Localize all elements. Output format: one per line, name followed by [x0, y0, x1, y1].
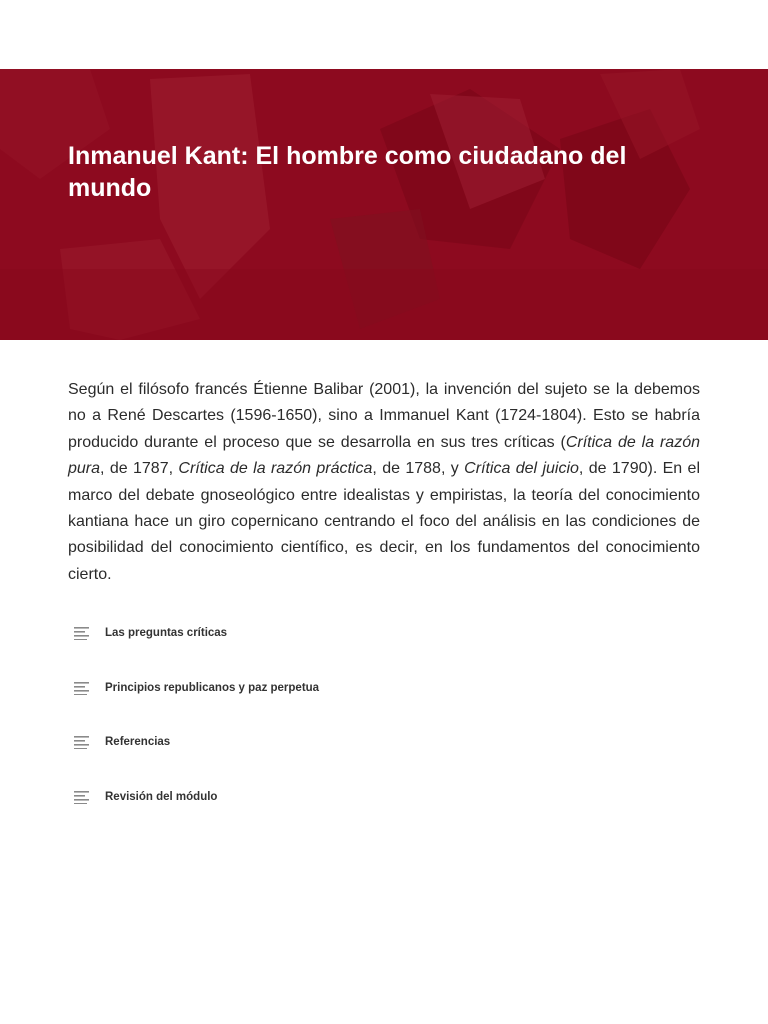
- text-lines-icon: [73, 790, 91, 804]
- lesson-item[interactable]: [68, 770, 700, 825]
- hero-background-image: [0, 69, 768, 340]
- lesson-list: [68, 606, 700, 824]
- page-title: Inmanuel Kant: El hombre como ciudadano del mundo: [68, 142, 627, 202]
- book-title: Crítica de la razón pura: [68, 433, 700, 478]
- hero-banner: [0, 69, 768, 340]
- intro-text: Según el filósofo francés Étienne Balibar (2001), la invención del sujeto se la debemos no a René Descartes (1596-1650), sino a Immanuel Kant (1724-1804). Esto se habría producido durante el proceso que se desarrolla en sus tres críticas (: [68, 381, 700, 451]
- intro-text: , de 1787,: [100, 460, 179, 478]
- lesson-label: Referencias: [105, 736, 171, 749]
- book-title: Crítica del juicio: [464, 460, 579, 478]
- text-lines-icon: [73, 735, 91, 749]
- lesson-item[interactable]: [68, 715, 700, 770]
- text-lines-icon: [73, 681, 91, 695]
- intro-text: , de 1788, y: [372, 460, 465, 478]
- book-title: Crítica de la razón práctica: [178, 460, 373, 478]
- lesson-label: Principios republicanos y paz perpetua: [105, 681, 320, 694]
- intro-text: , de 1790). En el marco del debate gnoseológico entre idealistas y empiristas, la teoría del conocimiento kantiana hace un giro copernicano centrando el foco del análisis en las condiciones de posibilidad del conocimiento científico, es decir, en los fundamentos del conocimiento cierto.: [68, 460, 701, 583]
- lesson-label: Las preguntas críticas: [105, 627, 228, 640]
- intro-paragraph: [68, 377, 700, 588]
- lesson-label: Revisión del módulo: [105, 790, 218, 803]
- text-lines-icon: [73, 626, 91, 640]
- lesson-item[interactable]: [68, 606, 700, 661]
- lesson-item[interactable]: [68, 661, 700, 716]
